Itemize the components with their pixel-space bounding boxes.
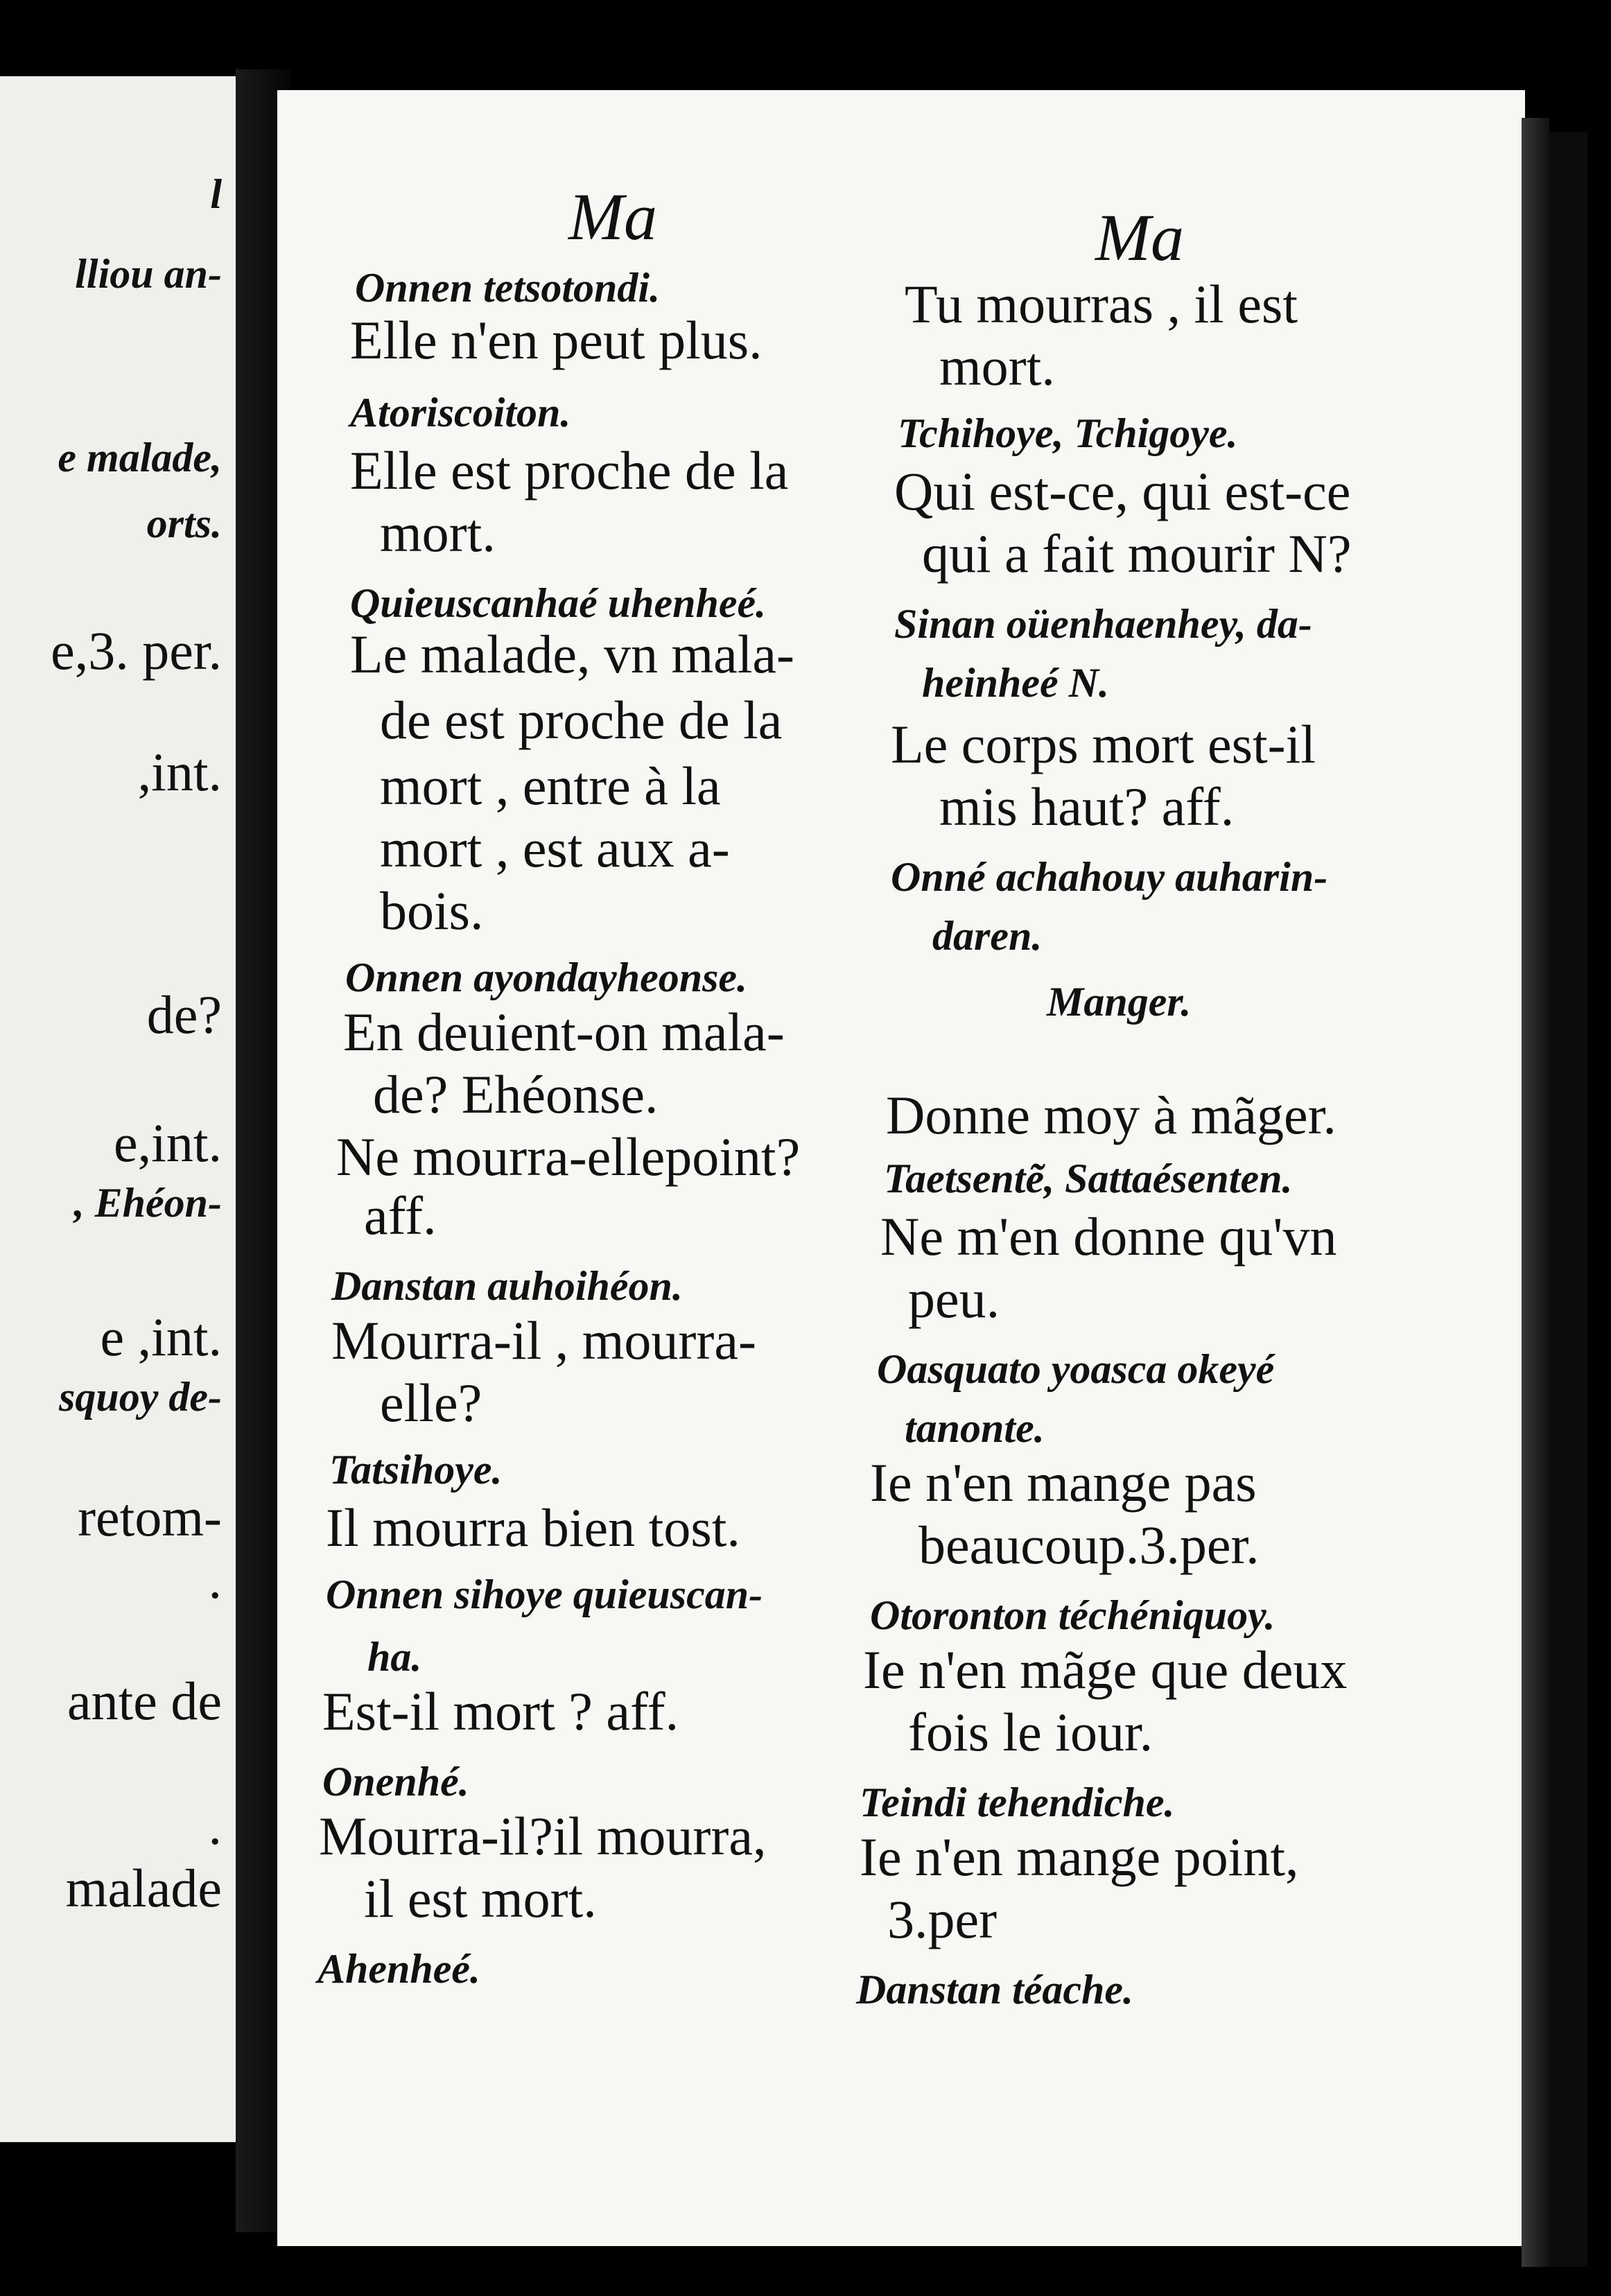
left-page-line: lliou an- bbox=[75, 251, 222, 297]
right-column-line: peu. bbox=[908, 1269, 1000, 1329]
right-column-line: tanonte. bbox=[905, 1405, 1045, 1451]
right-column-line: Le corps mort est-il bbox=[891, 714, 1316, 774]
right-column-line: Manger. bbox=[1047, 979, 1192, 1025]
right-column-line: Ne m'en donne qu'vn bbox=[880, 1206, 1337, 1267]
left-column-line: Danstan auhoihéon. bbox=[331, 1263, 683, 1309]
left-page-line: . bbox=[208, 1549, 222, 1610]
left-column-line: En deuient-on mala- bbox=[343, 1002, 785, 1062]
left-page-line: e,3. per. bbox=[51, 620, 222, 681]
left-page-line: retom- bbox=[78, 1487, 222, 1547]
left-column-line: bois. bbox=[380, 880, 484, 941]
left-column-line: Onenhé. bbox=[322, 1759, 469, 1804]
page-edge bbox=[1522, 118, 1549, 2267]
right-column-line: daren. bbox=[932, 913, 1043, 959]
right-column-line: Onné achahouy auharin- bbox=[891, 854, 1328, 900]
left-column-line: de? Ehéonse. bbox=[373, 1064, 659, 1124]
column-header-right: Ma bbox=[1095, 200, 1184, 275]
right-column-line: Otoronton téchéniquoy. bbox=[870, 1592, 1275, 1638]
right-column-line: mort. bbox=[939, 336, 1055, 397]
left-column-line: Atoriscoiton. bbox=[350, 390, 571, 435]
right-column-line: beaucoup.3.per. bbox=[918, 1515, 1260, 1575]
column-header-left: Ma bbox=[568, 180, 657, 254]
right-column-line: mis haut? aff. bbox=[939, 776, 1235, 837]
right-column-line: 3.per bbox=[887, 1889, 998, 1949]
right-column-line: Qui est-ce, qui est-ce bbox=[894, 461, 1351, 521]
right-column-line: qui a fait mourir N? bbox=[922, 523, 1352, 584]
left-page-line: l bbox=[210, 171, 222, 217]
left-column-line: Onnen ayondayheonse. bbox=[345, 955, 748, 1000]
left-page-line: orts. bbox=[146, 501, 222, 546]
left-page bbox=[0, 76, 236, 2142]
page-edge-dark bbox=[1549, 132, 1587, 2267]
left-page-line: ante de bbox=[67, 1671, 222, 1731]
right-column-line: Danstan téache. bbox=[856, 1967, 1134, 2012]
left-page-line: squoy de- bbox=[59, 1374, 222, 1420]
right-column-line: heinheé N. bbox=[922, 660, 1109, 706]
right-column-line: Oasquato yoasca okeyé bbox=[877, 1346, 1275, 1392]
left-column-line: Elle n'en peut plus. bbox=[350, 310, 763, 370]
left-page-line: e,int. bbox=[114, 1113, 222, 1173]
left-column-line: Ne mourra-ellepoint? bbox=[336, 1127, 801, 1187]
left-page-line: e malade, bbox=[58, 435, 222, 480]
right-column-line: Ie n'en mange pas bbox=[870, 1452, 1257, 1513]
left-column-line: Onnen tetsotondi. bbox=[355, 265, 661, 311]
left-column-line: Le malade, vn mala- bbox=[350, 624, 795, 684]
left-column-line: Mourra-il , mourra- bbox=[331, 1310, 756, 1371]
left-column-line: Quieuscanhaé uhenheé. bbox=[350, 580, 767, 626]
right-column-line: Sinan oüenhaenhey, da- bbox=[894, 601, 1312, 647]
left-column-line: mort , est aux a- bbox=[380, 818, 730, 878]
left-column-line: Est-il mort ? aff. bbox=[322, 1681, 679, 1741]
left-column-line: de est proche de la bbox=[380, 690, 783, 750]
right-column-line: Tchihoye, Tchigoye. bbox=[898, 410, 1238, 456]
left-page-line: , Ehéon- bbox=[73, 1180, 222, 1226]
right-column-line: Ie n'en mãge que deux bbox=[863, 1640, 1348, 1700]
left-page-line: ,int. bbox=[137, 742, 222, 802]
left-column-line: Elle est proche de la bbox=[350, 440, 789, 501]
left-column-line: aff. bbox=[364, 1185, 437, 1246]
left-column-line: mort. bbox=[380, 503, 496, 563]
left-page-line: e ,int. bbox=[100, 1307, 222, 1367]
right-column-line: fois le iour. bbox=[908, 1702, 1153, 1762]
left-column-line: ha. bbox=[367, 1634, 422, 1680]
right-column-line: Donne moy à mãger. bbox=[886, 1085, 1336, 1145]
right-column-line: Tu mourras , il est bbox=[905, 274, 1298, 334]
left-column-line: Ahenheé. bbox=[317, 1946, 481, 1992]
right-column-line: Taetsentẽ, Sattaésenten. bbox=[884, 1156, 1293, 1201]
left-column-line: elle? bbox=[380, 1373, 482, 1433]
left-column-line: Il mourra bien tost. bbox=[326, 1497, 740, 1558]
left-page-line: . bbox=[208, 1795, 222, 1856]
left-page-line: de? bbox=[146, 984, 222, 1045]
left-column-line: mort , entre à la bbox=[380, 756, 721, 816]
right-column-line: Teindi tehendiche. bbox=[860, 1780, 1175, 1825]
right-column-line: Ie n'en mange point, bbox=[860, 1827, 1299, 1887]
left-column-line: Mourra-il?il mourra, bbox=[319, 1806, 767, 1866]
left-column-line: il est mort. bbox=[364, 1868, 597, 1929]
left-page-line: malade bbox=[65, 1858, 222, 1918]
left-column-line: Tatsihoye. bbox=[329, 1447, 503, 1493]
left-column-line: Onnen sihoye quieuscan- bbox=[326, 1572, 763, 1617]
